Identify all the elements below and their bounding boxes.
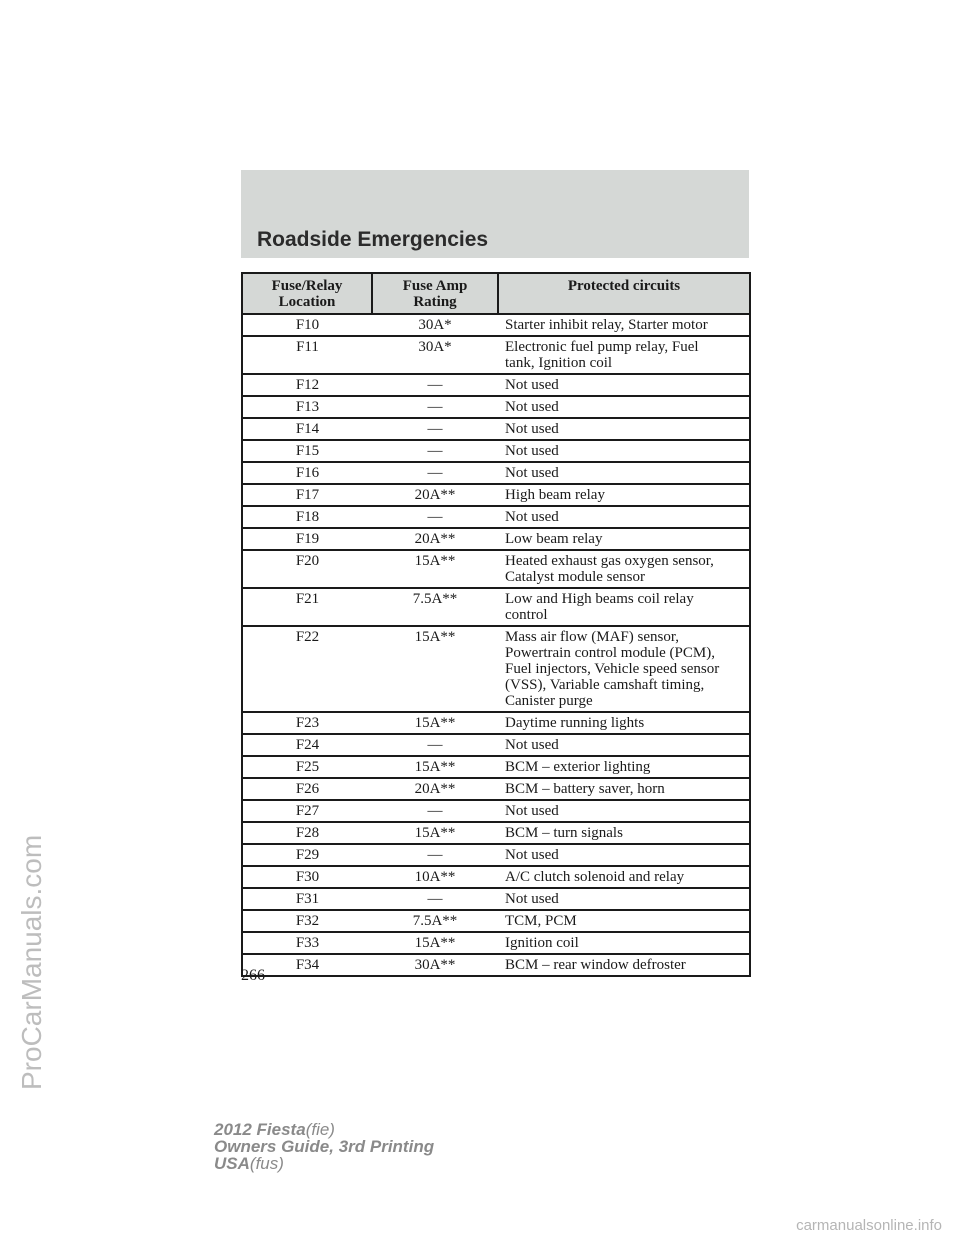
protected-circuits-cell [498, 888, 750, 910]
footer-market-code: (fus) [249, 1154, 284, 1173]
fuse-location-cell: F26 [242, 778, 372, 800]
circuit-line: Low beam relay [505, 531, 603, 547]
table-row [242, 588, 750, 626]
circuit-line: BCM – battery saver, horn [505, 781, 665, 797]
circuit-line: Not used [505, 421, 559, 437]
table-header-row [242, 273, 750, 314]
table-row [242, 314, 750, 336]
footer-market: USA [214, 1154, 250, 1173]
circuit-line: High beam relay [505, 487, 605, 503]
footer-line-1 [214, 1121, 434, 1138]
protected-circuits-cell [498, 932, 750, 954]
fuse-location-cell: F20 [242, 550, 372, 588]
circuit-line: BCM – rear window defroster [505, 957, 686, 973]
protected-circuits-cell [498, 418, 750, 440]
table-row [242, 440, 750, 462]
protected-circuits-cell [498, 484, 750, 506]
table-row [242, 954, 750, 976]
fuse-amp-cell: 7.5A** [372, 910, 498, 932]
circuit-line: Daytime running lights [505, 715, 645, 731]
section-header-band [241, 170, 749, 258]
protected-circuits-cell [498, 626, 750, 712]
protected-circuits-cell [498, 954, 750, 976]
footer-model: 2012 Fiesta [214, 1120, 306, 1139]
table-row [242, 800, 750, 822]
circuit-line: Heated exhaust gas oxygen sensor, [505, 553, 714, 569]
table-row [242, 550, 750, 588]
protected-circuits-cell [498, 734, 750, 756]
fuse-table-body [242, 314, 750, 976]
fuse-amp-cell: — [372, 506, 498, 528]
fuse-location-cell: F11 [242, 336, 372, 374]
protected-circuits-cell [498, 756, 750, 778]
protected-circuits-cell [498, 506, 750, 528]
protected-circuits-cell [498, 396, 750, 418]
fuse-amp-cell: 10A** [372, 866, 498, 888]
fuse-amp-cell: 30A* [372, 314, 498, 336]
table-row [242, 888, 750, 910]
fuse-amp-cell: 30A* [372, 336, 498, 374]
fuse-location-cell: F25 [242, 756, 372, 778]
fuse-amp-cell: 15A** [372, 626, 498, 712]
table-row [242, 484, 750, 506]
fuse-location-cell: F27 [242, 800, 372, 822]
fuse-amp-cell: 15A** [372, 712, 498, 734]
header-location-line2: Location [278, 294, 336, 310]
protected-circuits-cell [498, 462, 750, 484]
protected-circuits-cell [498, 528, 750, 550]
circuit-line: Not used [505, 465, 559, 481]
circuit-line: Not used [505, 509, 559, 525]
table-row [242, 418, 750, 440]
fuse-amp-cell: — [372, 374, 498, 396]
circuit-line: Not used [505, 847, 559, 863]
circuit-line: control [505, 607, 548, 623]
fuse-location-cell: F30 [242, 866, 372, 888]
fuse-amp-cell: — [372, 800, 498, 822]
circuit-line: TCM, PCM [505, 913, 577, 929]
fuse-location-cell: F31 [242, 888, 372, 910]
circuit-line: Not used [505, 737, 559, 753]
header-amp-line2: Rating [413, 294, 457, 310]
fuse-location-cell: F14 [242, 418, 372, 440]
circuit-line: Not used [505, 891, 559, 907]
document-footer [214, 1121, 434, 1172]
fuse-location-cell: F18 [242, 506, 372, 528]
table-row [242, 462, 750, 484]
fuse-location-cell: F28 [242, 822, 372, 844]
fuse-amp-cell: — [372, 844, 498, 866]
header-location [242, 273, 372, 314]
protected-circuits-cell [498, 440, 750, 462]
circuit-line: Not used [505, 377, 559, 393]
circuit-line: Mass air flow (MAF) sensor, [505, 629, 679, 645]
footer-model-code: (fie) [305, 1120, 335, 1139]
fuse-amp-cell: 20A** [372, 484, 498, 506]
footer-line-3 [214, 1155, 434, 1172]
fuse-amp-cell: 20A** [372, 528, 498, 550]
table-row [242, 528, 750, 550]
bottom-watermark: carmanualsonline.info [796, 1217, 942, 1234]
protected-circuits-cell [498, 800, 750, 822]
page-number: 266 [241, 967, 265, 984]
circuit-line: Powertrain control module (PCM), [505, 645, 715, 661]
protected-circuits-cell [498, 778, 750, 800]
fuse-amp-cell: 15A** [372, 550, 498, 588]
fuse-location-cell: F21 [242, 588, 372, 626]
header-location-line1: Fuse/Relay [271, 278, 343, 294]
table-row [242, 866, 750, 888]
table-row [242, 396, 750, 418]
fuse-location-cell: F34 [242, 954, 372, 976]
fuse-location-cell: F10 [242, 314, 372, 336]
fuse-location-cell: F16 [242, 462, 372, 484]
circuit-line: Low and High beams coil relay [505, 591, 694, 607]
protected-circuits-cell [498, 910, 750, 932]
circuit-line: Not used [505, 803, 559, 819]
circuit-line: Starter inhibit relay, Starter motor [505, 317, 708, 333]
circuit-line: Not used [505, 399, 559, 415]
fuse-location-cell: F22 [242, 626, 372, 712]
circuit-line: A/C clutch solenoid and relay [505, 869, 685, 885]
fuse-amp-cell: — [372, 462, 498, 484]
circuit-line: Canister purge [505, 693, 593, 709]
fuse-amp-cell: 15A** [372, 932, 498, 954]
table-row [242, 712, 750, 734]
table-row [242, 374, 750, 396]
circuit-line: Not used [505, 443, 559, 459]
fuse-amp-cell: 30A** [372, 954, 498, 976]
header-amp-rating [372, 273, 498, 314]
fuse-amp-cell: 7.5A** [372, 588, 498, 626]
side-watermark: ProCarManuals.com [16, 834, 47, 1090]
protected-circuits-cell [498, 374, 750, 396]
fuse-amp-cell: — [372, 418, 498, 440]
fuse-table [241, 272, 751, 977]
circuit-line: BCM – turn signals [505, 825, 623, 841]
table-row [242, 734, 750, 756]
circuit-line: Electronic fuel pump relay, Fuel [505, 339, 699, 355]
table-row [242, 910, 750, 932]
table-row [242, 932, 750, 954]
fuse-amp-cell: — [372, 396, 498, 418]
fuse-location-cell: F13 [242, 396, 372, 418]
fuse-location-cell: F33 [242, 932, 372, 954]
protected-circuits-cell [498, 336, 750, 374]
fuse-location-cell: F32 [242, 910, 372, 932]
circuit-line: Fuel injectors, Vehicle speed sensor [505, 661, 720, 677]
protected-circuits-cell [498, 588, 750, 626]
circuit-line: BCM – exterior lighting [505, 759, 651, 775]
fuse-location-cell: F19 [242, 528, 372, 550]
fuse-location-cell: F29 [242, 844, 372, 866]
fuse-location-cell: F15 [242, 440, 372, 462]
section-title: Roadside Emergencies [257, 228, 489, 251]
footer-line-2 [214, 1138, 434, 1155]
protected-circuits-cell [498, 844, 750, 866]
protected-circuits-cell [498, 712, 750, 734]
table-row [242, 336, 750, 374]
protected-circuits-cell [498, 866, 750, 888]
protected-circuits-cell [498, 822, 750, 844]
fuse-amp-cell: — [372, 440, 498, 462]
circuit-line: Catalyst module sensor [505, 569, 645, 585]
table-row [242, 822, 750, 844]
table-row [242, 844, 750, 866]
fuse-location-cell: F24 [242, 734, 372, 756]
protected-circuits-cell [498, 314, 750, 336]
fuse-amp-cell: 15A** [372, 756, 498, 778]
fuse-location-cell: F23 [242, 712, 372, 734]
footer-edition: Owners Guide, 3rd Printing [214, 1137, 435, 1156]
fuse-amp-cell: 15A** [372, 822, 498, 844]
header-amp-line1: Fuse Amp [402, 278, 468, 294]
fuse-location-cell: F17 [242, 484, 372, 506]
circuit-line: Ignition coil [505, 935, 579, 951]
fuse-location-cell: F12 [242, 374, 372, 396]
table-row [242, 626, 750, 712]
table-row [242, 506, 750, 528]
circuit-line: tank, Ignition coil [505, 355, 613, 371]
table-row [242, 778, 750, 800]
table-row [242, 756, 750, 778]
fuse-amp-cell: — [372, 888, 498, 910]
protected-circuits-cell [498, 550, 750, 588]
circuit-line: (VSS), Variable camshaft timing, [505, 677, 705, 693]
fuse-amp-cell: — [372, 734, 498, 756]
fuse-amp-cell: 20A** [372, 778, 498, 800]
header-protected-circuits: Protected circuits [498, 273, 750, 314]
